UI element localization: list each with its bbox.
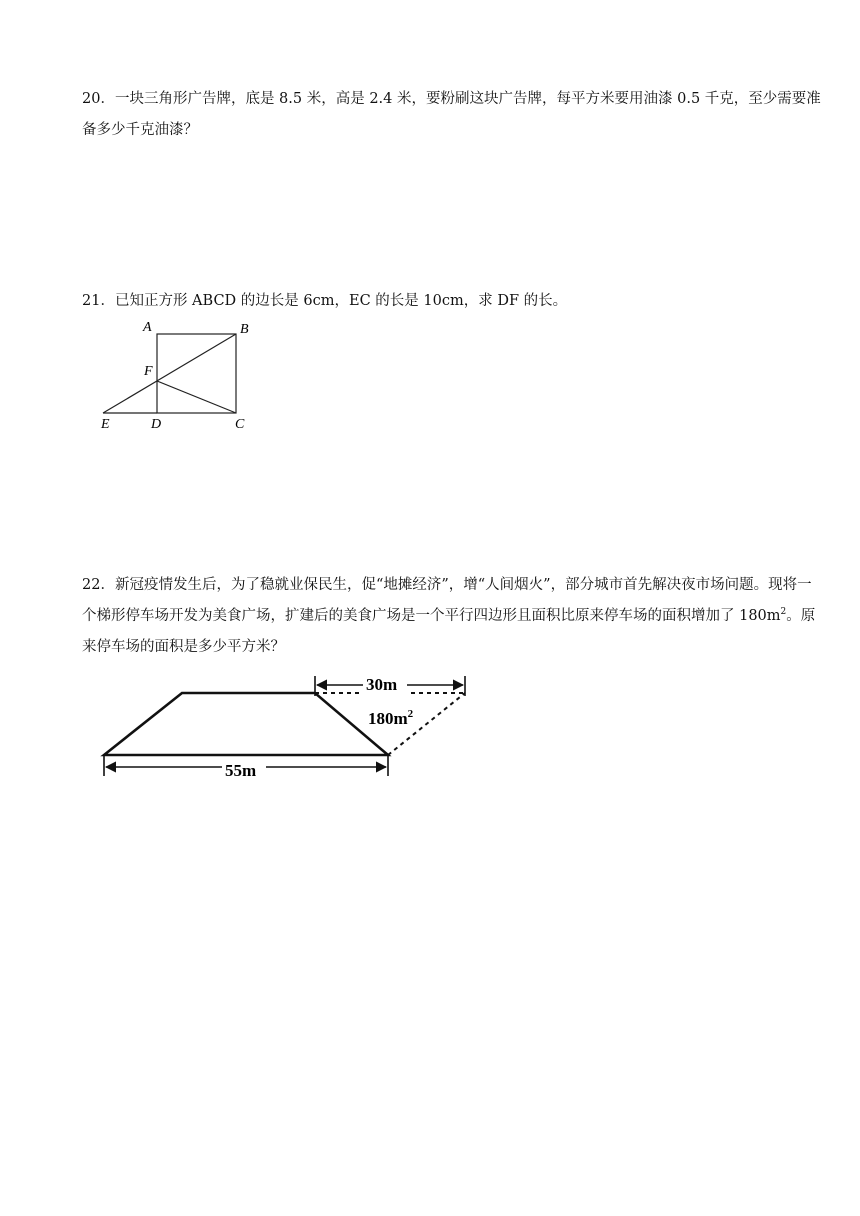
label-top-extension: 30m <box>366 675 398 694</box>
label-c: C <box>235 417 245 432</box>
label-b: B <box>240 322 249 337</box>
square-diagram <box>95 316 255 436</box>
question-21 <box>82 286 822 317</box>
label-bottom-base: 55m <box>225 761 257 780</box>
question-22-text-end: 。原来停车场的面积是多少平方米？ <box>82 608 816 655</box>
question-20 <box>82 84 822 146</box>
trapezoid-parking-lot <box>104 693 388 755</box>
segment-eb <box>103 334 236 413</box>
segment-fc <box>157 381 236 413</box>
trapezoid-diagram <box>98 668 478 784</box>
label-f: F <box>144 364 153 379</box>
question-21-text: 21．已知正方形 ABCD 的边长是 6cm，EC 的长是 10cm，求 DF 的长。 <box>82 293 568 309</box>
label-d: D <box>151 417 162 432</box>
label-e: E <box>101 417 110 432</box>
label-added-area-sup: 2 <box>407 708 414 720</box>
question-20-text: 20．一块三角形广告牌，底是 8.5 米，高是 2.4 米，要粉刷这块广告牌，每平方米要用油漆 0.5 千克，至少需要准备多少千克油漆？ <box>82 91 821 138</box>
label-added-area-base: 180m <box>368 709 408 728</box>
question-22-text-main: 22．新冠疫情发生后，为了稳就业保民生，促“地摊经济”，增“人间烟火”，部分城市首先解决夜市场问题。现将一个梯形停车场开发为美食广场，扩建后的美食广场是一个平行四边形且面积比原来停车场的面积增加了 180m <box>82 577 812 624</box>
label-added-area <box>368 708 414 728</box>
label-a: A <box>143 320 152 335</box>
question-22 <box>82 570 822 663</box>
question-22-text-sup: 2 <box>780 607 787 618</box>
question-22-text <box>82 570 822 663</box>
